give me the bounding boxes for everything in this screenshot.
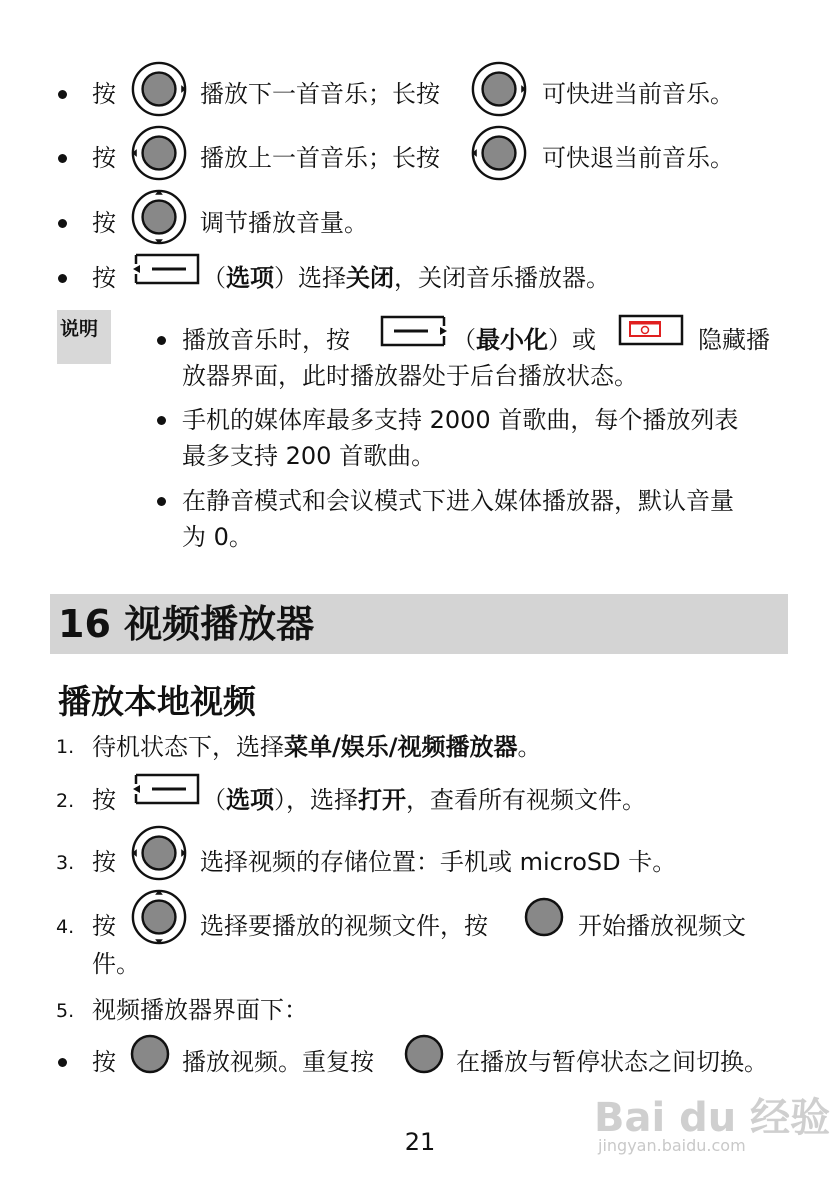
bullet-text: 在播放与暂停状态之间切换。 (456, 1048, 768, 1076)
note-label: 说明 (60, 318, 99, 340)
nav-updown-key-icon (130, 888, 188, 946)
step-text: 。 (517, 733, 542, 761)
step-text: 开始播放视频文 (578, 912, 746, 940)
note-text: 最多支持 200 首歌曲。 (182, 442, 436, 470)
step-text: ，查看所有视频文件。 (406, 786, 646, 814)
bullet-text: ）选择 (274, 264, 346, 292)
watermark-url: jingyan.baidu.com (598, 1136, 746, 1155)
nav-left-key-icon (130, 124, 188, 182)
step-number: 3. (56, 852, 75, 874)
nav-right-key-icon (470, 60, 528, 118)
right-softkey-icon (380, 314, 450, 348)
step-number: 5. (56, 1000, 75, 1022)
bullet (58, 274, 67, 283)
bold-term: 选项 (226, 786, 274, 814)
bullet (58, 90, 67, 99)
step-text: 按 (92, 848, 116, 876)
note-text: 在静音模式和会议模式下进入媒体播放器，默认音量 (182, 487, 734, 515)
bullet-text: 按 (92, 209, 116, 237)
bold-term: 选项 (226, 264, 274, 292)
bold-term: 菜单/娱乐/视频播放器 (284, 733, 518, 761)
left-softkey-icon (130, 252, 200, 286)
bullet-text: 按 (92, 80, 116, 108)
bullet-text: 按 (92, 1048, 116, 1076)
step-text: 按 (92, 912, 116, 940)
step-text: 选择要播放的视频文件，按 (200, 912, 488, 940)
step-text: 按 (92, 786, 116, 814)
bullet-text: 播放上一首音乐；长按 (200, 144, 440, 172)
section-title: 16 视频播放器 (58, 602, 315, 646)
ok-key-icon (524, 897, 564, 937)
note-text: ）或 (548, 326, 596, 354)
step-text: 待机状态下，选择 (92, 733, 284, 761)
bullet-text: ，关闭音乐播放器。 (394, 264, 610, 292)
bullet-text: 可快退当前音乐。 (542, 144, 734, 172)
bold-term: 最小化 (476, 326, 548, 354)
step-number: 2. (56, 790, 75, 812)
ok-key-icon (130, 1034, 170, 1074)
bullet-text: （ (202, 264, 226, 292)
step-number: 4. (56, 916, 75, 938)
nav-left-key-icon (470, 124, 528, 182)
note-text: （ (452, 326, 476, 354)
nav-updown-key-icon (130, 188, 188, 246)
bullet (58, 219, 67, 228)
bullet-text: 按 (92, 144, 116, 172)
bullet (58, 1058, 67, 1067)
step-text: 件。 (92, 950, 140, 978)
bullet-text: 播放下一首音乐；长按 (200, 80, 440, 108)
step-number: 1. (56, 736, 75, 758)
bold-term: 关闭 (346, 264, 394, 292)
subsection-title: 播放本地视频 (58, 682, 256, 721)
bullet-text: 按 (92, 264, 116, 292)
end-key-icon (618, 314, 684, 346)
note-text: 播放音乐时，按 (182, 326, 350, 354)
left-softkey-icon (130, 772, 200, 806)
note-text: 手机的媒体库最多支持 2000 首歌曲，每个播放列表 (182, 406, 739, 434)
bold-term: 打开 (358, 786, 406, 814)
bullet (58, 154, 67, 163)
nav-right-key-icon (130, 60, 188, 118)
bullet-text: 播放视频。重复按 (182, 1048, 374, 1076)
note-text: 为 0。 (182, 523, 253, 551)
bullet-text: 调节播放音量。 (200, 209, 368, 237)
bullet (157, 416, 166, 425)
note-text: 隐藏播 (698, 326, 770, 354)
step-text: （ (202, 786, 226, 814)
note-text: 放器界面，此时播放器处于后台播放状态。 (182, 362, 638, 390)
bullet (157, 497, 166, 506)
watermark-brand: Bai du 经验 (594, 1095, 831, 1141)
ok-key-icon (404, 1034, 444, 1074)
nav-leftright-key-icon (130, 824, 188, 882)
step-text: ），选择 (274, 786, 358, 814)
bullet-text: 可快进当前音乐。 (542, 80, 734, 108)
step-text: 选择视频的存储位置：手机或 microSD 卡。 (200, 848, 677, 876)
step-text: 视频播放器界面下： (92, 996, 308, 1024)
bullet (157, 336, 166, 345)
page-number: 21 (404, 1128, 436, 1156)
